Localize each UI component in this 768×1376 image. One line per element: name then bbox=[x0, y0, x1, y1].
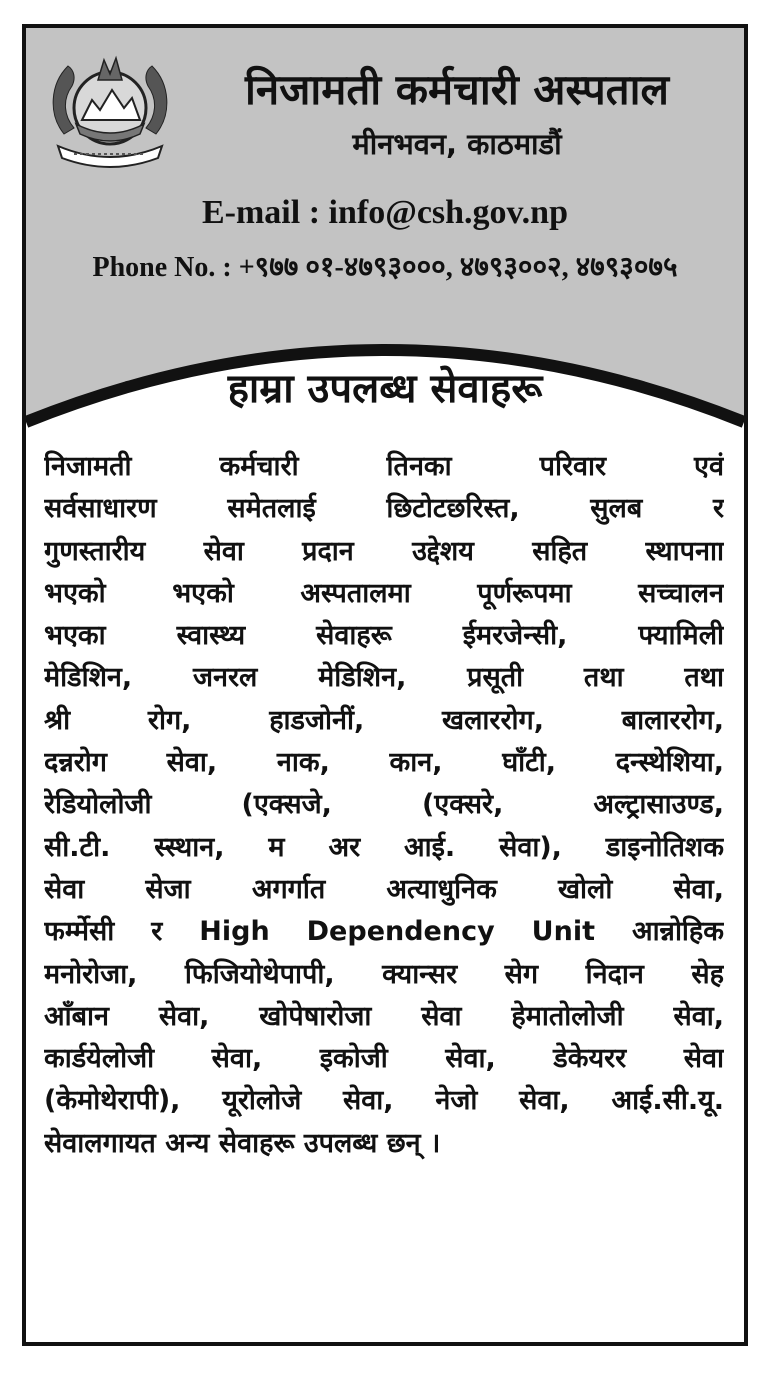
hospital-name: निजामती कर्मचारी अस्पताल bbox=[245, 65, 669, 114]
paragraph-line: फर्म्मेसी र High Dependency Unit आन्नोहिक bbox=[44, 916, 724, 948]
header-panel bbox=[26, 28, 744, 448]
paragraph-line: सर्वसाधारण समेतलाई छिटोटछरिस्त, सुलब र bbox=[44, 493, 724, 525]
services-paragraph bbox=[44, 446, 724, 1165]
paragraph-line: आँबान सेवा, खोपेषारोजा सेवा हेमातोलोजी सेवा, bbox=[44, 1000, 724, 1032]
paragraph-line: रेडियोलोजी (एक्सजे, (एक्सरे, अल्ट्रासाउण्ड, bbox=[44, 789, 724, 821]
paragraph-line: दन्नरोग सेवा, नाक, कान, घाँटी, दन्स्थेशिया, bbox=[44, 747, 724, 779]
paragraph-line: भएको भएको अस्पतालमा पूर्णरूपमा सच्चालन bbox=[44, 577, 724, 609]
paragraph-line: सेवालगायत अन्य सेवाहरू उपलब्ध छन् । bbox=[44, 1127, 441, 1159]
services-title: हाम्रा उपलब्ध सेवाहरू bbox=[227, 366, 543, 412]
paragraph-line: सेवा सेजा अगर्गात अत्याधुनिक खोलो सेवा, bbox=[44, 873, 724, 905]
paragraph-line: कार्डयेलोजी सेवा, इकोजी सेवा, डेकेयरर सेवा bbox=[44, 1043, 724, 1075]
hospital-location: मीनभवन, काठमाडौं bbox=[352, 127, 562, 161]
paragraph-line: गुणस्तारीय सेवा प्रदान उद्देशय सहित स्थापनाा bbox=[44, 535, 724, 567]
paragraph-line: मेडिशिन, जनरल मेडिशिन, प्रसूती तथा तथा bbox=[44, 662, 724, 694]
notice-frame bbox=[22, 24, 748, 1346]
paragraph-line: श्री रोग, हाडजोनीं, खलाररोग, बालाररोग, bbox=[44, 704, 724, 736]
phone-text: Phone No. : +९७७ ०१-४७९३०००, ४७९३००२, ४७९३०७५ bbox=[92, 252, 678, 283]
paragraph-line: मनोरोजा, फिजियोथेपापी, क्यान्सर सेग निदान सेह bbox=[44, 958, 724, 990]
nepal-emblem-icon bbox=[40, 50, 180, 172]
paragraph-line: सी.टी. स्स्थान, म अर आई. सेवा), डाइनोतिशक bbox=[44, 831, 724, 863]
email-text: E-mail : info@csh.gov.np bbox=[201, 194, 568, 231]
paragraph-line: भएका स्वास्थ्य सेवाहरू ईमरजेन्सी, फ्यामिली bbox=[44, 620, 724, 652]
paragraph-line: (केमोथेरापी), यूरोलोजे सेवा, नेजो सेवा, आई.सी.यू. bbox=[44, 1085, 724, 1117]
paragraph-line: निजामती कर्मचारी तिनका परिवार एवं bbox=[44, 451, 724, 482]
